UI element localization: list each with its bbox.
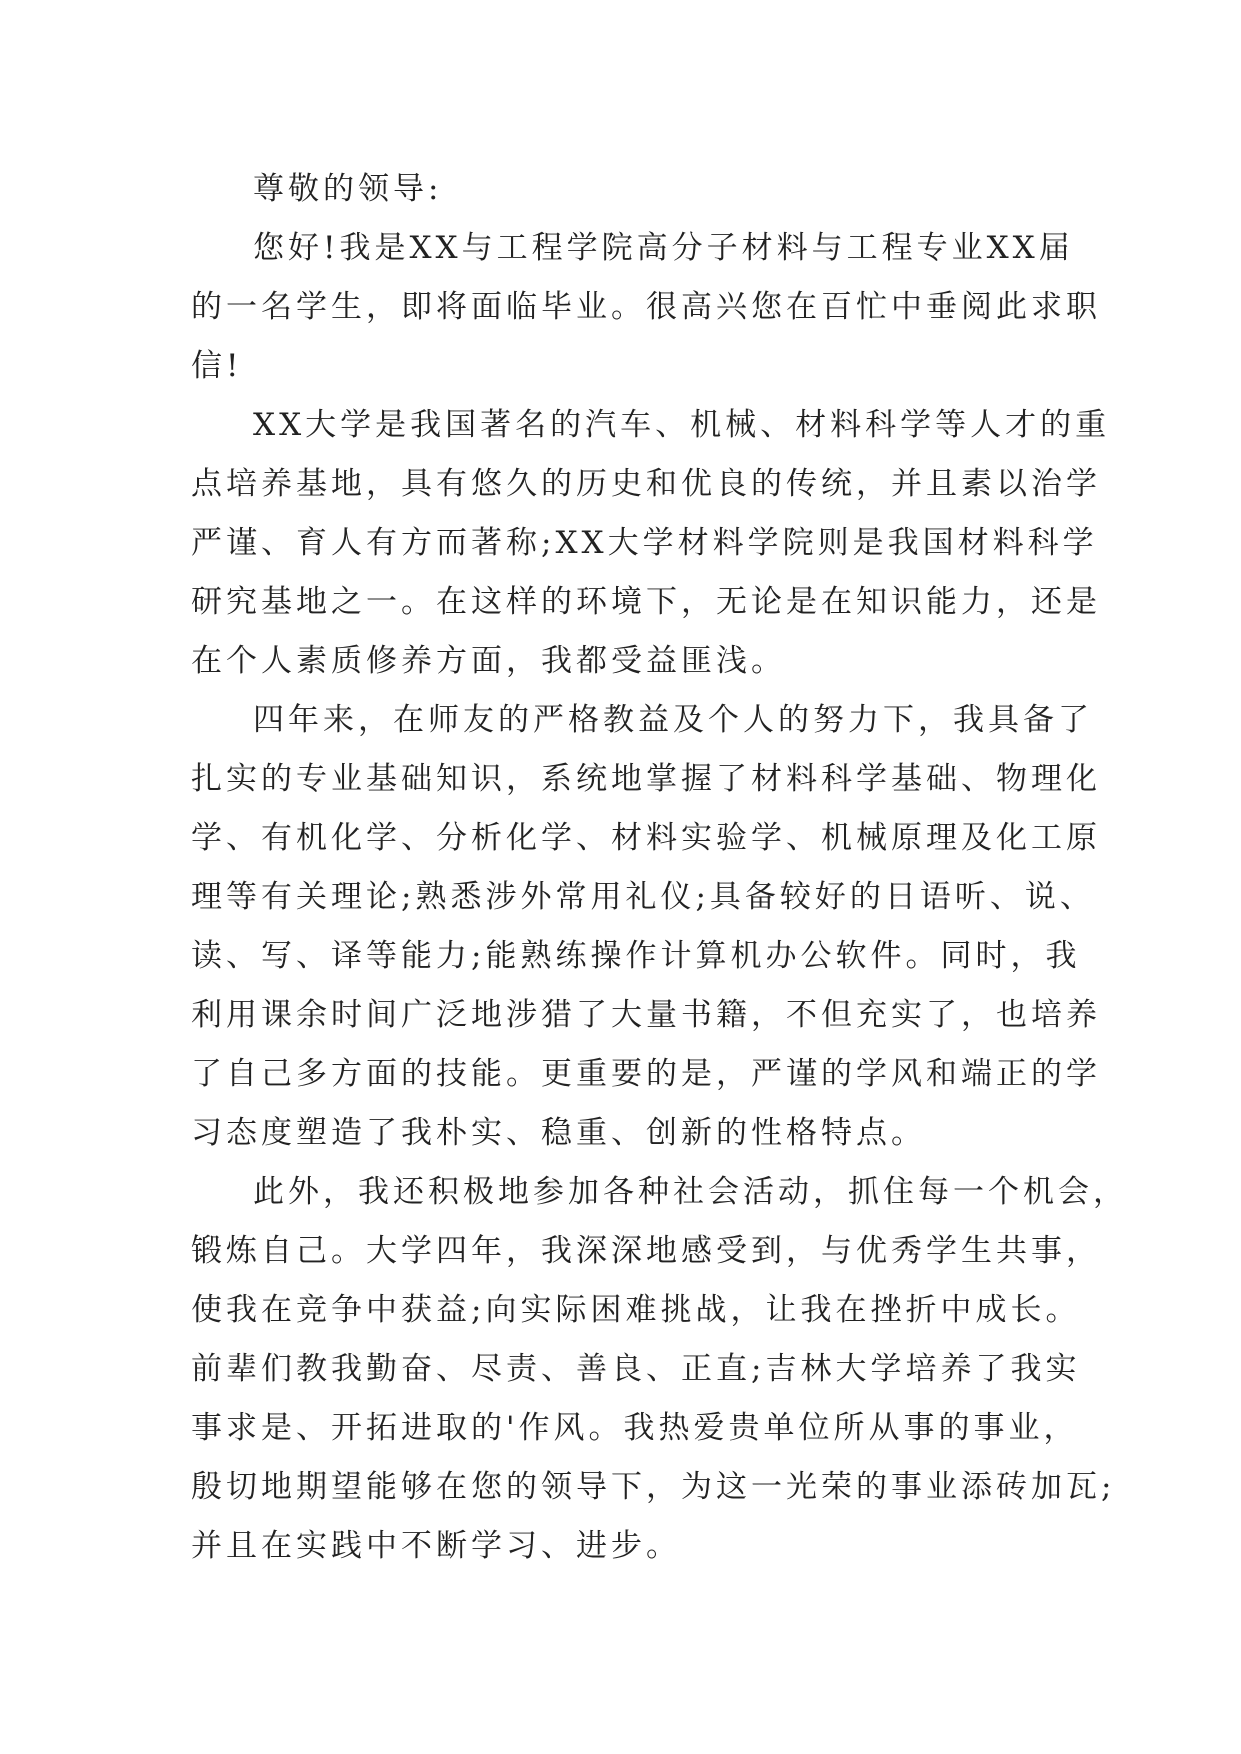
paragraph-line: 了自己多方面的技能。更重要的是，严谨的学风和端正的学 [191, 1056, 1101, 1092]
paragraph-line: 此外，我还积极地参加各种社会活动，抓住每一个机会， [253, 1174, 1128, 1210]
paragraph-line: 并且在实践中不断学习、进步。 [191, 1528, 681, 1564]
letter-body [191, 160, 1128, 1576]
paragraph-line: 习态度塑造了我朴实、稳重、创新的性格特点。 [191, 1115, 926, 1151]
paragraph-line: 学、有机化学、分析化学、材料实验学、机械原理及化工原 [191, 820, 1101, 856]
paragraph-line: 读、写、译等能力;能熟练操作计算机办公软件。同时，我 [191, 938, 1081, 974]
paragraph-line: 四年来，在师友的严格教益及个人的努力下，我具备了 [253, 702, 1093, 738]
paragraph-line: 您好!我是XX与工程学院高分子材料与工程专业XX届 [253, 230, 1074, 266]
paragraph-line: 利用课余时间广泛地涉猎了大量书籍，不但充实了，也培养 [191, 997, 1101, 1033]
paragraph-line: 研究基地之一。在这样的环境下，无论是在知识能力，还是 [191, 584, 1101, 620]
paragraph-line: 前辈们教我勤奋、尽责、善良、正直;吉林大学培养了我实 [191, 1351, 1081, 1387]
paragraph-line: 的一名学生，即将面临毕业。很高兴您在百忙中垂阅此求职 [191, 289, 1101, 325]
paragraph-line: 在个人素质修养方面，我都受益匪浅。 [191, 643, 786, 679]
paragraph-line: 使我在竞争中获益;向实际困难挑战，让我在挫折中成长。 [191, 1292, 1081, 1328]
paragraph-line: 扎实的专业基础知识，系统地掌握了材料科学基础、物理化 [191, 761, 1101, 797]
paragraph-line: 信! [191, 348, 243, 384]
paragraph-line: XX大学是我国著名的汽车、机械、材料科学等人才的重 [253, 407, 1111, 443]
paragraph-line: 锻炼自己。大学四年，我深深地感受到，与优秀学生共事， [191, 1233, 1101, 1269]
salutation: 尊敬的领导: [253, 171, 443, 207]
paragraph-line: 严谨、育人有方而著称;XX大学材料学院则是我国材料科学 [191, 525, 1098, 561]
paragraph-line: 理等有关理论;熟悉涉外常用礼仪;具备较好的日语听、说、 [191, 879, 1095, 915]
paragraph-line: 点培养基地，具有悠久的历史和优良的传统，并且素以治学 [191, 466, 1101, 502]
paragraph-line: 殷切地期望能够在您的领导下，为这一光荣的事业添砖加瓦; [191, 1469, 1116, 1505]
paragraph-line: 事求是、开拓进取的'作风。我热爱贵单位所从事的事业， [191, 1410, 1079, 1446]
